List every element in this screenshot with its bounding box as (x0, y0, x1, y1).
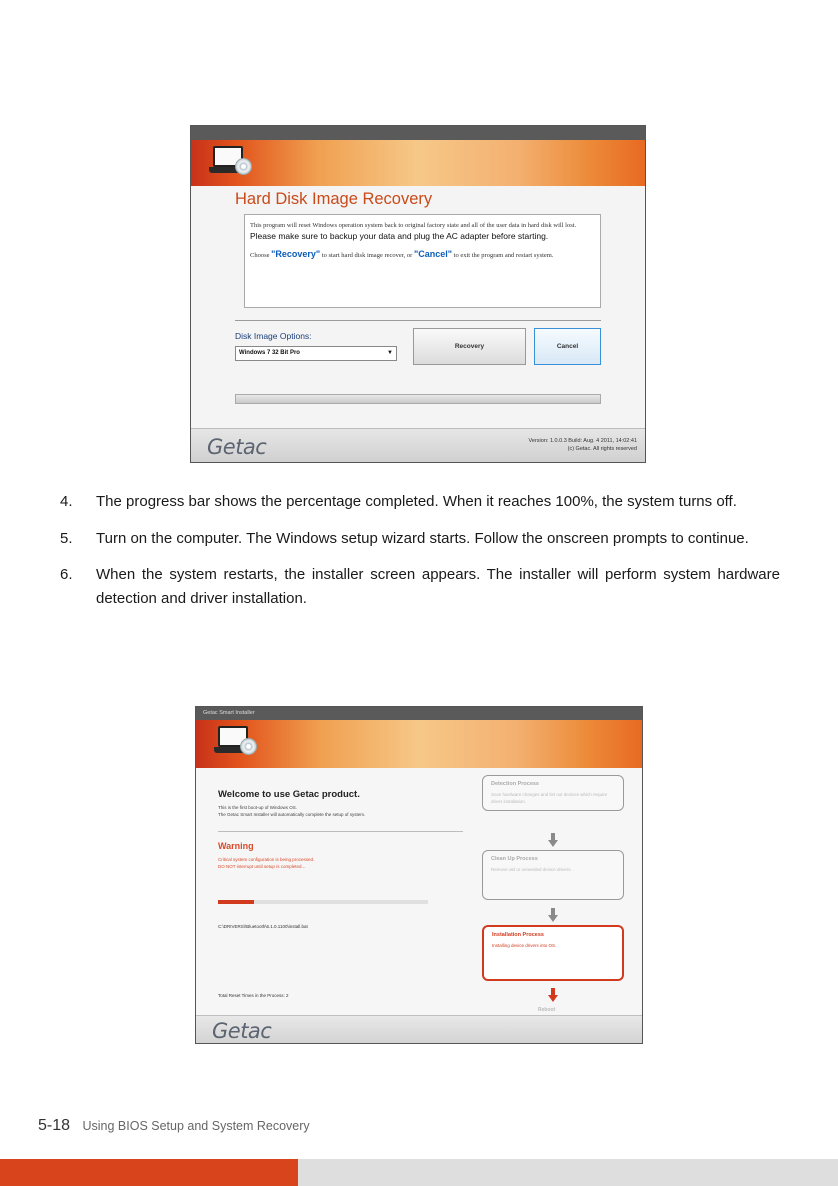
page-number: 5-18 (38, 1117, 71, 1134)
installer-progress-bar (218, 900, 428, 904)
installer-footer (196, 1015, 642, 1044)
copyright-line: (c) Getac. All rights reserved (567, 446, 637, 452)
chevron-down-icon: ▼ (387, 350, 393, 356)
footer-accent-bar (0, 1159, 298, 1186)
info-cancel-word: "Cancel" (413, 249, 453, 259)
installer-screenshot (195, 706, 643, 1044)
arrow-down-icon (548, 988, 558, 1002)
info-emphasis-text: Please make sure to backup your data and plug the AC adapter before starting. (250, 231, 549, 241)
cleanup-process-box (482, 850, 624, 900)
recovery-title: Hard Disk Image Recovery (235, 190, 433, 208)
step-text: The progress bar shows the percentage completed. When it reaches 100%, the system turns off. (96, 493, 737, 510)
version-line: Version: 1.0.0.3 Build: Aug. 4 2011, 14:02:41 (528, 438, 637, 444)
warning-line-1: Critical system configuration is being processed. (218, 857, 315, 862)
step-number: 4. (60, 493, 73, 510)
footer-gray-bar (298, 1159, 838, 1186)
reboot-label: Reboot (538, 1007, 556, 1013)
welcome-line-2: The Getac Smart Installer will automatically complete the setup of system. (218, 812, 366, 817)
process-title: Installation Process (492, 932, 544, 938)
reset-count: Total Reset Times in the Process: 2 (218, 993, 289, 998)
process-title: Clean Up Process (491, 856, 538, 862)
step-text: Turn on the computer. The Windows setup wizard starts. Follow the onscreen prompts to continue. (96, 529, 749, 547)
disk-image-selected-value: Windows 7 32 Bit Pro (239, 350, 300, 356)
recovery-button[interactable]: Recovery (413, 328, 526, 365)
step-text: When the system restarts, the installer screen appears. The installer will perform system hardware detection and driver installation. (96, 566, 780, 607)
divider (235, 320, 601, 321)
arrow-down-icon (548, 833, 558, 847)
info-choose-mid: to start hard disk image recover, or (320, 252, 414, 259)
info-recovery-word: "Recovery" (271, 249, 321, 259)
step-number: 6. (60, 566, 73, 583)
step-number: 5. (60, 529, 73, 547)
process-title: Detection Process (491, 781, 539, 787)
detection-process-box (482, 775, 624, 811)
installer-title-bar: Getac Smart Installer (196, 707, 642, 720)
arrow-down-icon (548, 908, 558, 922)
installation-process-box (482, 925, 624, 981)
version-info (529, 437, 637, 453)
recovery-progress-bar (235, 394, 601, 404)
header-banner (196, 720, 642, 768)
installer-progress-fill (218, 900, 254, 904)
warning-description (218, 856, 314, 870)
getac-logo: Getac (212, 1019, 272, 1043)
process-description: Remove old or unneeded device drivers. (491, 867, 572, 872)
header-banner (191, 140, 645, 186)
recovery-screenshot (190, 125, 646, 463)
instruction-steps (60, 490, 780, 623)
info-small-text: This program will reset Windows operation system back to original factory state and all of the user data in hard disk will lost. (250, 222, 577, 229)
step-item (60, 527, 780, 551)
window-top-bar (191, 126, 645, 140)
current-file-path: C:\DRIVERS\\Bluetooth\6.1.0.1100\install.bat (218, 924, 308, 929)
info-choose-pre: Choose (250, 252, 272, 259)
welcome-line-1: This is the first boot-up of Windows OS. (218, 805, 298, 810)
section-title: Using BIOS Setup and System Recovery (82, 1119, 310, 1133)
disk-image-select[interactable] (235, 346, 397, 361)
recovery-info-box (244, 214, 601, 308)
step-item (60, 490, 780, 514)
laptop-disc-icon (214, 724, 258, 760)
warning-heading: Warning (218, 841, 254, 851)
divider (218, 831, 463, 832)
disk-image-options-label: Disk Image Options: (235, 331, 312, 341)
welcome-heading: Welcome to use Getac product. (218, 789, 360, 800)
cancel-button[interactable]: Cancel (534, 328, 601, 365)
step-item (60, 563, 780, 610)
page-footer (38, 1117, 310, 1135)
warning-line-2: DO NOT interrupt until setup is completed... (218, 864, 306, 869)
process-description: Scan hardware changes and list out devices which require driver installation. (491, 792, 608, 804)
process-description: Installing device drivers into OS. (492, 943, 557, 948)
recovery-footer (191, 428, 645, 463)
info-choose-post: to exit the program and restart system. (452, 252, 554, 259)
getac-logo: Getac (207, 435, 267, 459)
laptop-disc-icon (209, 144, 253, 180)
welcome-description (218, 804, 365, 818)
